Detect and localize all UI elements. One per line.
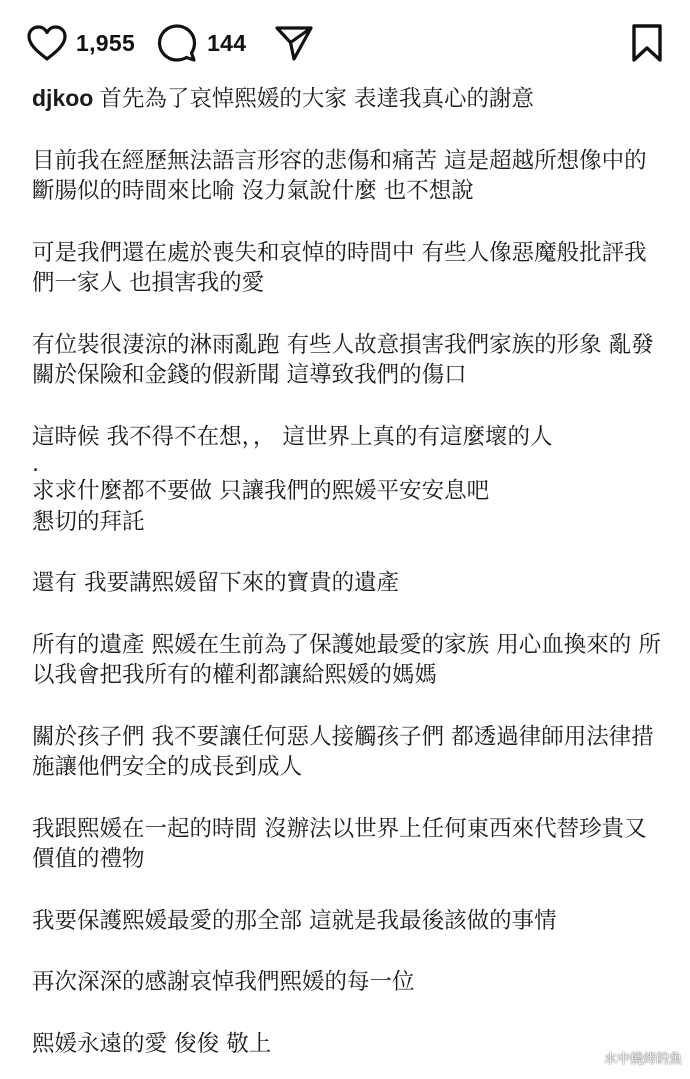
bookmark-icon [630, 23, 664, 63]
save-button[interactable] [630, 23, 664, 63]
watermark-text: 水中燒烤的魚 [603, 1052, 682, 1067]
share-button[interactable] [274, 24, 314, 62]
caption-paragraph: 有位裝很淒涼的淋雨亂跑 有些人故意損害我們家族的形象 亂發關於保險和金錢的假新聞 這導致我們的傷口 [32, 331, 654, 388]
caption-paragraph: 還有 我要講熙媛留下來的寶貴的遺產 [32, 570, 400, 596]
caption-paragraph: 我跟熙媛在一起的時間 沒辦法以世界上任何東西來代替珍貴又價值的禮物 [32, 815, 647, 872]
caption-paragraph: 懇切的拜託 [32, 508, 145, 535]
comment-bubble-icon [157, 23, 197, 63]
caption-paragraph: 再次深深的感謝哀悼我們熙媛的每一位 [32, 969, 415, 995]
caption-first-line [32, 83, 664, 115]
author-username[interactable]: djkoo [32, 85, 94, 111]
caption-paragraph: 可是我們還在處於喪失和哀悼的時間中 有些人像惡魔般批評我們一家人 也損害我的愛 [32, 239, 647, 296]
caption-paragraph: 目前我在經歷無法語言形容的悲傷和痛苦 這是超越所想像中的斷腸似的時間來比喻 沒力氣說什麼 也不想說 [32, 147, 647, 204]
caption-paragraph: 求求什麼都不要做 只讓我們的熙媛平安安息吧 [32, 478, 490, 504]
comment-count: 144 [207, 29, 247, 56]
caption-dot: . [32, 451, 40, 477]
caption-paragraph: 我要保護熙媛最愛的那全部 這就是我最後該做的事情 [32, 907, 557, 934]
caption-paragraph: 關於孩子們 我不要讓任何惡人接觸孩子們 都透過律師用法律措施讓他們安全的成長到成人 [32, 723, 654, 780]
like-button[interactable] [26, 24, 157, 62]
like-count: 1,955 [76, 29, 136, 56]
caption-paragraph: 所有的遺產 熙媛在生前為了保護她最愛的家族 用心血換來的 所以我會把我所有的權利都讓給熙媛的媽媽 [32, 631, 661, 688]
post-action-bar [26, 20, 664, 66]
caption-paragraph: 這時候 我不得不在想，， 這世界上真的有這麼壞的人 [32, 423, 553, 450]
post-caption [32, 83, 664, 1059]
caption-signature: 熙媛永遠的愛 俊俊 敬上 [32, 1030, 272, 1057]
heart-icon [26, 24, 68, 62]
caption-intro: 首先為了哀悼熙媛的大家 表達我真心的謝意 [99, 86, 534, 112]
send-paper-plane-icon [274, 24, 314, 62]
comment-button[interactable] [157, 23, 274, 63]
